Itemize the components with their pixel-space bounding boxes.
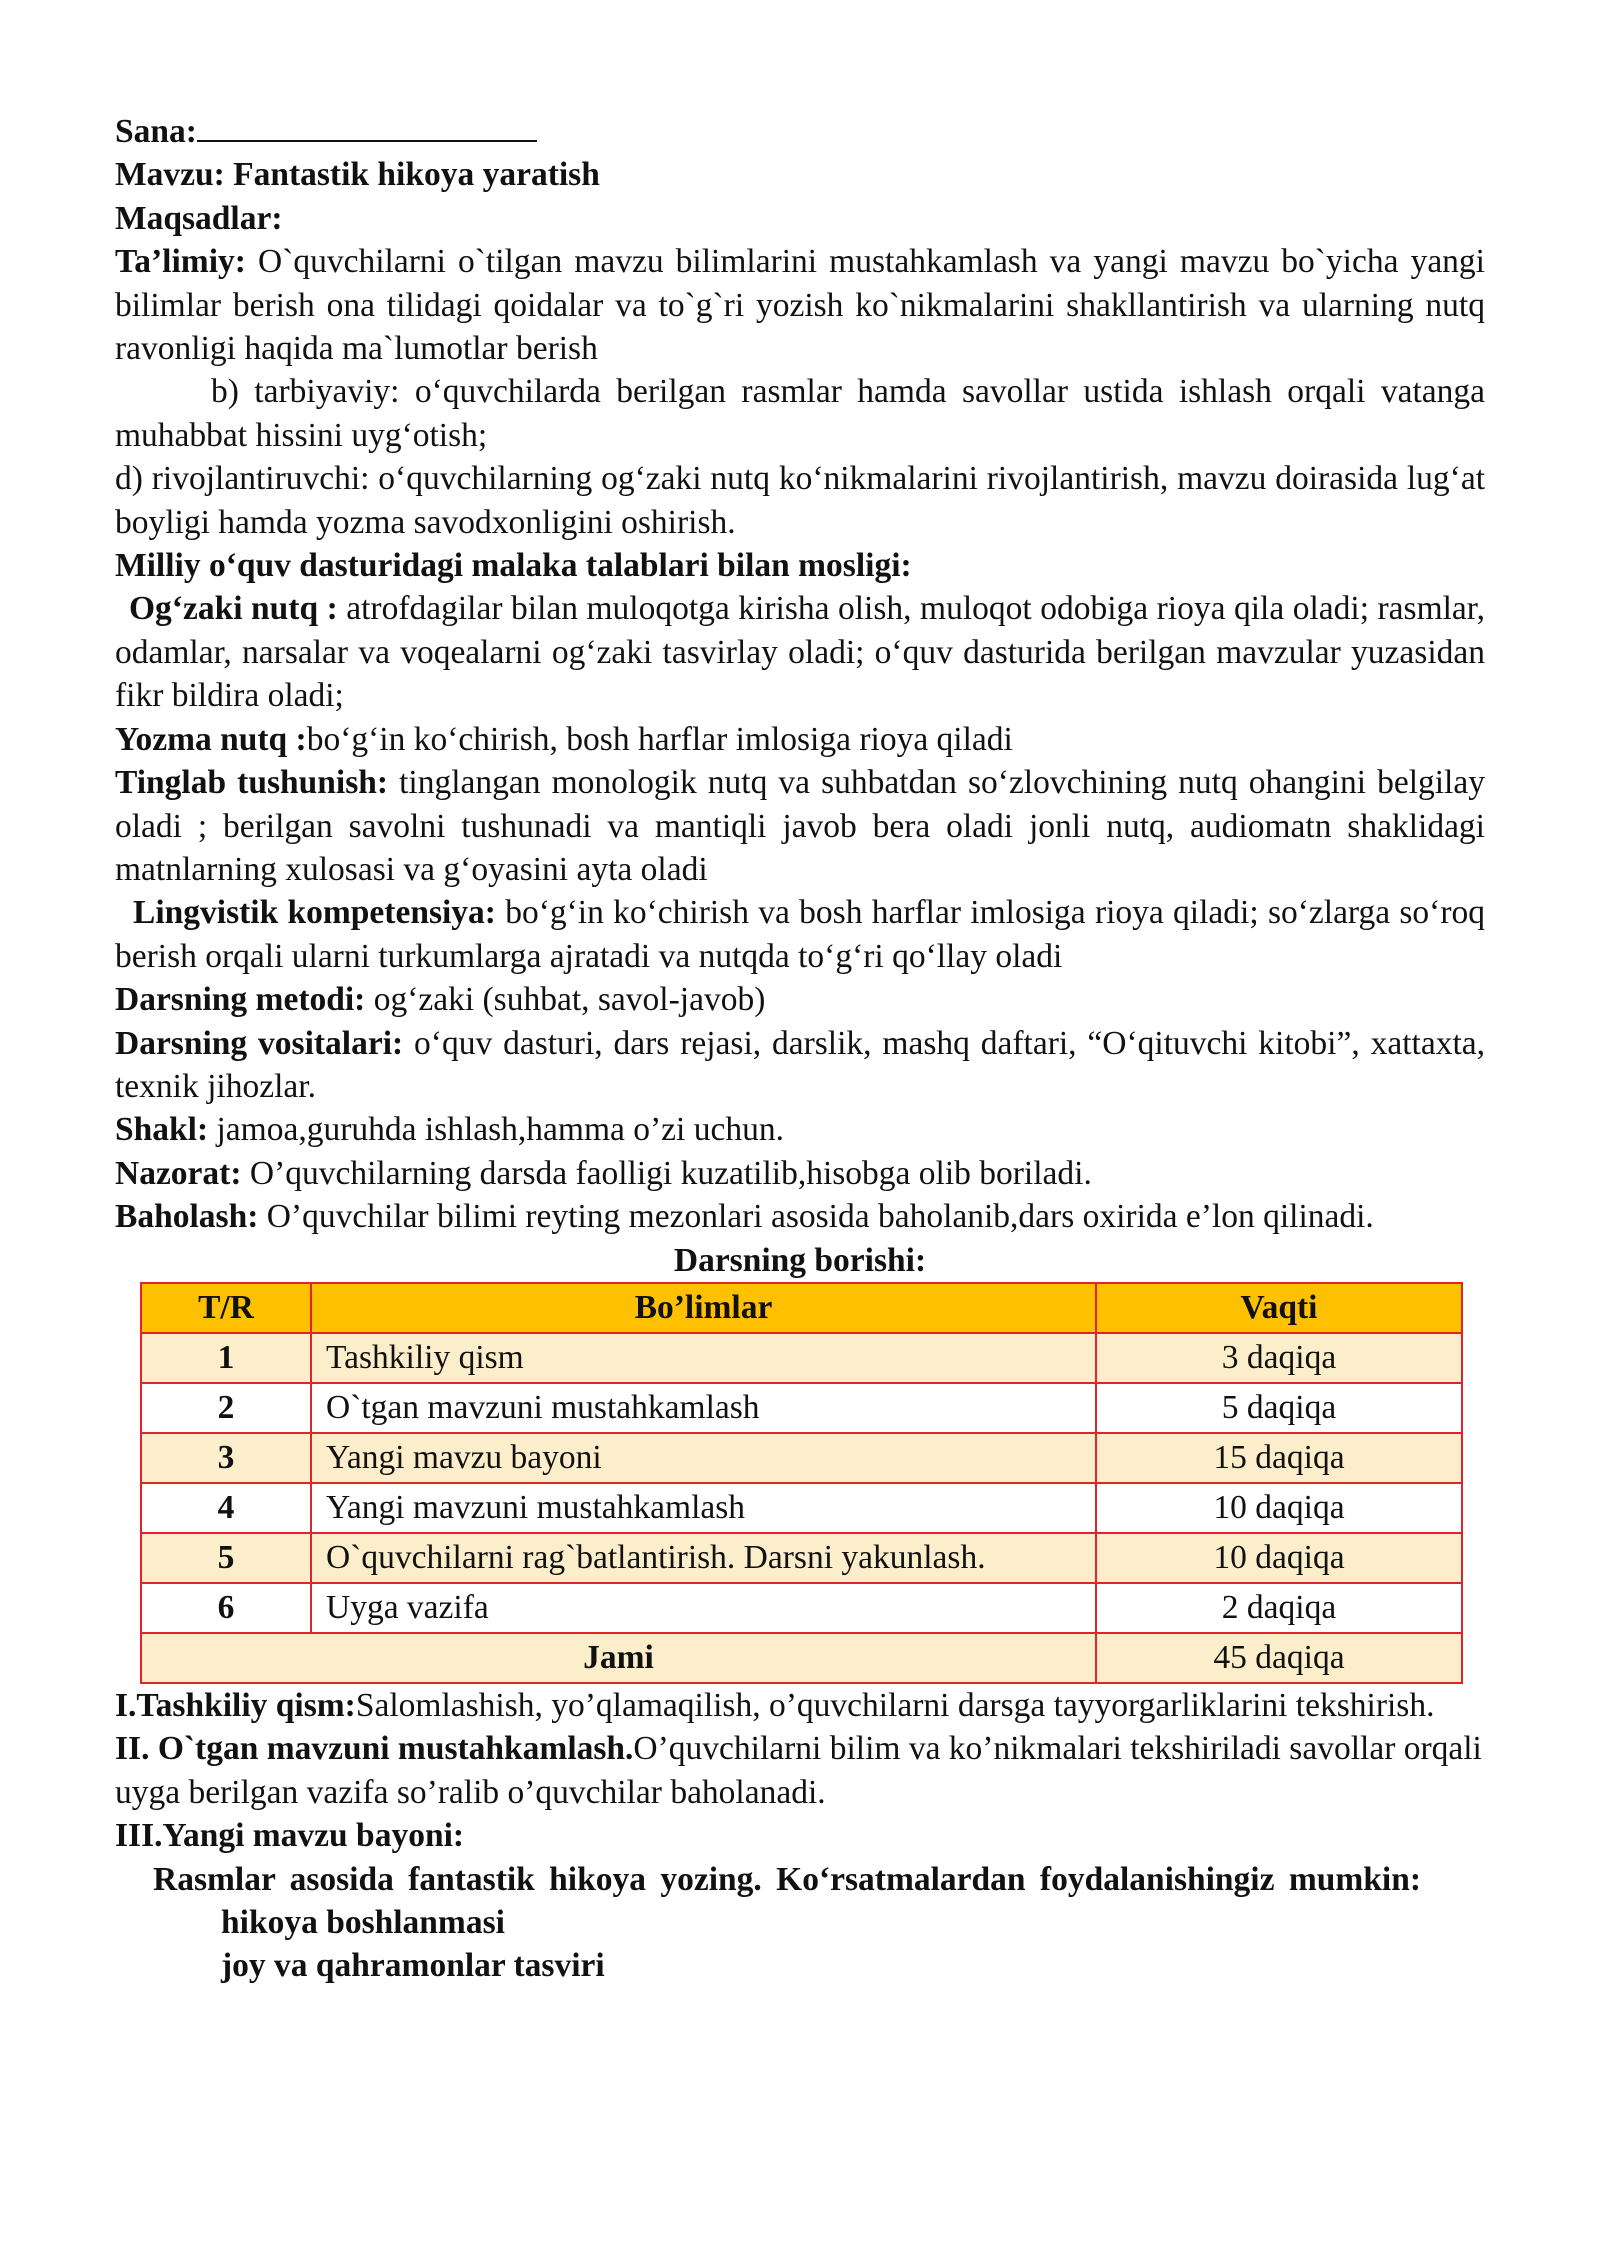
competency-oral-label: Og‘zaki nutq : [129,590,338,628]
header-time: Vaqti [1096,1283,1462,1333]
row-section: Yangi mavzu bayoni [311,1433,1096,1483]
date-line [115,110,1485,153]
header-section: Bo’limlar [311,1283,1096,1333]
row-section: Uyga vazifa [311,1583,1096,1633]
list-item: hikoya boshlanmasi [221,1904,505,1941]
lesson-assessment-text: O’quvchilar bilimi reyting mezonlari asosida baholanib,dars oxirida e’lon qilinadi. [258,1198,1374,1236]
lesson-control-label: Nazorat: [115,1154,242,1192]
competency-listening-text: tinglangan monologik nutq va suhbatdan so‘zlovchining nutq ohangini belgilay oladi ; berilgan savolni tushunadi va mantiqli javob bera oladi jonli nutq, audiomatn shaklidagi matnlarning xulosasi va g‘oyasini ayta oladi [115,764,1485,888]
lesson-plan-page [115,110,1485,1988]
section-review-text: O’quvchilarni bilim va ko’nikmalari tekshiriladi savollar orqali uyga berilgan vazifa so’ralib o’quvchilar baholanadi. [115,1730,1482,1811]
row-section: Yangi mavzuni mustahkamlash [311,1483,1096,1533]
row-number: 3 [141,1433,311,1483]
lesson-form-label: Shakl: [115,1111,209,1149]
competency-written-text: bo‘g‘in ko‘chirish, bosh harflar imlosiga rioya qiladi [306,720,1013,758]
row-number: 5 [141,1533,311,1583]
competency-listening-label: Tinglab tushunish: [115,764,389,802]
goal-educational [115,240,1485,370]
total-label: Jami [141,1633,1096,1683]
row-time: 2 daqiqa [1096,1583,1462,1633]
goal-developmental: d) rivojlantiruvchi: o‘quvchilarning og‘zaki nutq ko‘nikmalarini rivojlantirish, mavzu doirasida lug‘at boyligi hamda yozma savodxonligini oshirish. [115,460,1485,541]
row-section: O`quvchilarni rag`batlantirish. Darsni yakunlash. [311,1533,1096,1583]
table-row [141,1383,1462,1433]
competency-oral-text: atrofdagilar bilan muloqotga kirisha olish, muloqot odobiga rioya qila oladi; rasmlar, odamlar, narsalar va voqealarni og‘zaki tasvirlay oladi; o‘quv dasturida berilgan mavzular yuzasidan fikr bildira oladi; [115,590,1485,715]
row-time: 15 daqiqa [1096,1433,1462,1483]
row-time: 5 daqiqa [1096,1383,1462,1433]
competency-listening [115,761,1485,891]
competency-linguistic-text: bo‘g‘in ko‘chirish va bosh harflar imlosiga rioya qiladi; so‘zlarga so‘roq berish orqali ularni turkumlarga ajratadi va nutqda to‘g‘ri qo‘llay oladi [115,894,1485,975]
competency-linguistic-label: Lingvistik kompetensiya: [133,894,496,932]
goal-educational-label: Ta’limiy: [115,243,246,281]
competency-oral [115,587,1485,717]
lesson-form [115,1108,1485,1151]
row-time: 10 daqiqa [1096,1483,1462,1533]
topic-line: Mavzu: Fantastik hikoya yaratish [115,156,600,194]
section-review-label: II. O`tgan mavzuni mustahkamlash. [115,1730,634,1768]
table-row [141,1483,1462,1533]
competency-linguistic [115,891,1485,978]
goal-upbringing: b) tarbiyaviy: o‘quvchilarda berilgan rasmlar hamda savollar ustida ishlash orqali vatanga muhabbat hissini uyg‘otish; [115,373,1485,454]
schedule-table [140,1282,1463,1684]
schedule-title: Darsning borishi: [673,1241,927,1279]
lesson-control [115,1152,1485,1195]
list-item: joy va qahramonlar tasviri [221,1947,605,1985]
total-time: 45 daqiqa [1096,1633,1462,1683]
competencies-heading: Milliy o‘quv dasturidagi malaka talablari bilan mosligi: [115,547,912,585]
header-number: T/R [141,1283,311,1333]
lesson-assessment [115,1195,1485,1238]
row-time: 3 daqiqa [1096,1333,1462,1383]
competency-written [115,718,1485,761]
date-blank-line [197,110,537,142]
lesson-form-text: jamoa,guruhda ishlash,hamma o’zi uchun. [208,1111,784,1149]
row-time: 10 daqiqa [1096,1533,1462,1583]
section-organizational-text: Salomlashish, yo’qlamaqilish, o’quvchilarni darsga tayyorgarliklarini tekshirish. [355,1686,1435,1724]
row-number: 4 [141,1483,311,1533]
section-organizational [115,1684,1485,1727]
row-number: 1 [141,1333,311,1383]
lesson-tools-label: Darsning vositalari: [115,1024,404,1062]
table-row [141,1583,1462,1633]
section-new-topic-heading: III.Yangi mavzu bayoni: [115,1817,465,1855]
table-total-row [141,1633,1462,1683]
schedule-header-row [141,1283,1462,1333]
lesson-control-text: O’quvchilarning darsda faolligi kuzatilib,hisobga olib boriladi. [241,1154,1092,1192]
lesson-method-text: og‘zaki (suhbat, savol-javob) [365,981,766,1019]
lesson-assessment-label: Baholash: [115,1198,259,1236]
section-task: Rasmlar asosida fantastik hikoya yozing. Ko‘rsatmalardan foydalanishingiz mumkin: [153,1860,1422,1898]
lesson-tools [115,1022,1485,1109]
table-row [141,1333,1462,1383]
section-organizational-label: I.Tashkiliy qism: [115,1686,356,1724]
row-section: Tashkiliy qism [311,1333,1096,1383]
table-row [141,1433,1462,1483]
table-row [141,1533,1462,1583]
lesson-method [115,978,1485,1021]
date-label: Sana: [115,113,197,150]
row-number: 2 [141,1383,311,1433]
competency-written-label: Yozma nutq : [115,720,307,758]
goals-heading: Maqsadlar: [115,199,283,237]
row-section: O`tgan mavzuni mustahkamlash [311,1383,1096,1433]
section-review [115,1727,1485,1814]
lesson-tools-text: o‘quv dasturi, dars rejasi, darslik, mashq daftari, “O‘qituvchi kitobi”, xattaxta, texnik jihozlar. [115,1024,1485,1105]
goal-educational-text: O`quvchilarni o`tilgan mavzu bilimlarini mustahkamlash va yangi mavzu bo`yicha yangi bilimlar berish ona tilidagi qoidalar va to`g`ri yozish ko`nikmalarini shakllantirish va ularning nutq ravonligi haqida ma`lumotlar berish [115,243,1485,368]
lesson-method-label: Darsning metodi: [115,981,366,1019]
row-number: 6 [141,1583,311,1633]
